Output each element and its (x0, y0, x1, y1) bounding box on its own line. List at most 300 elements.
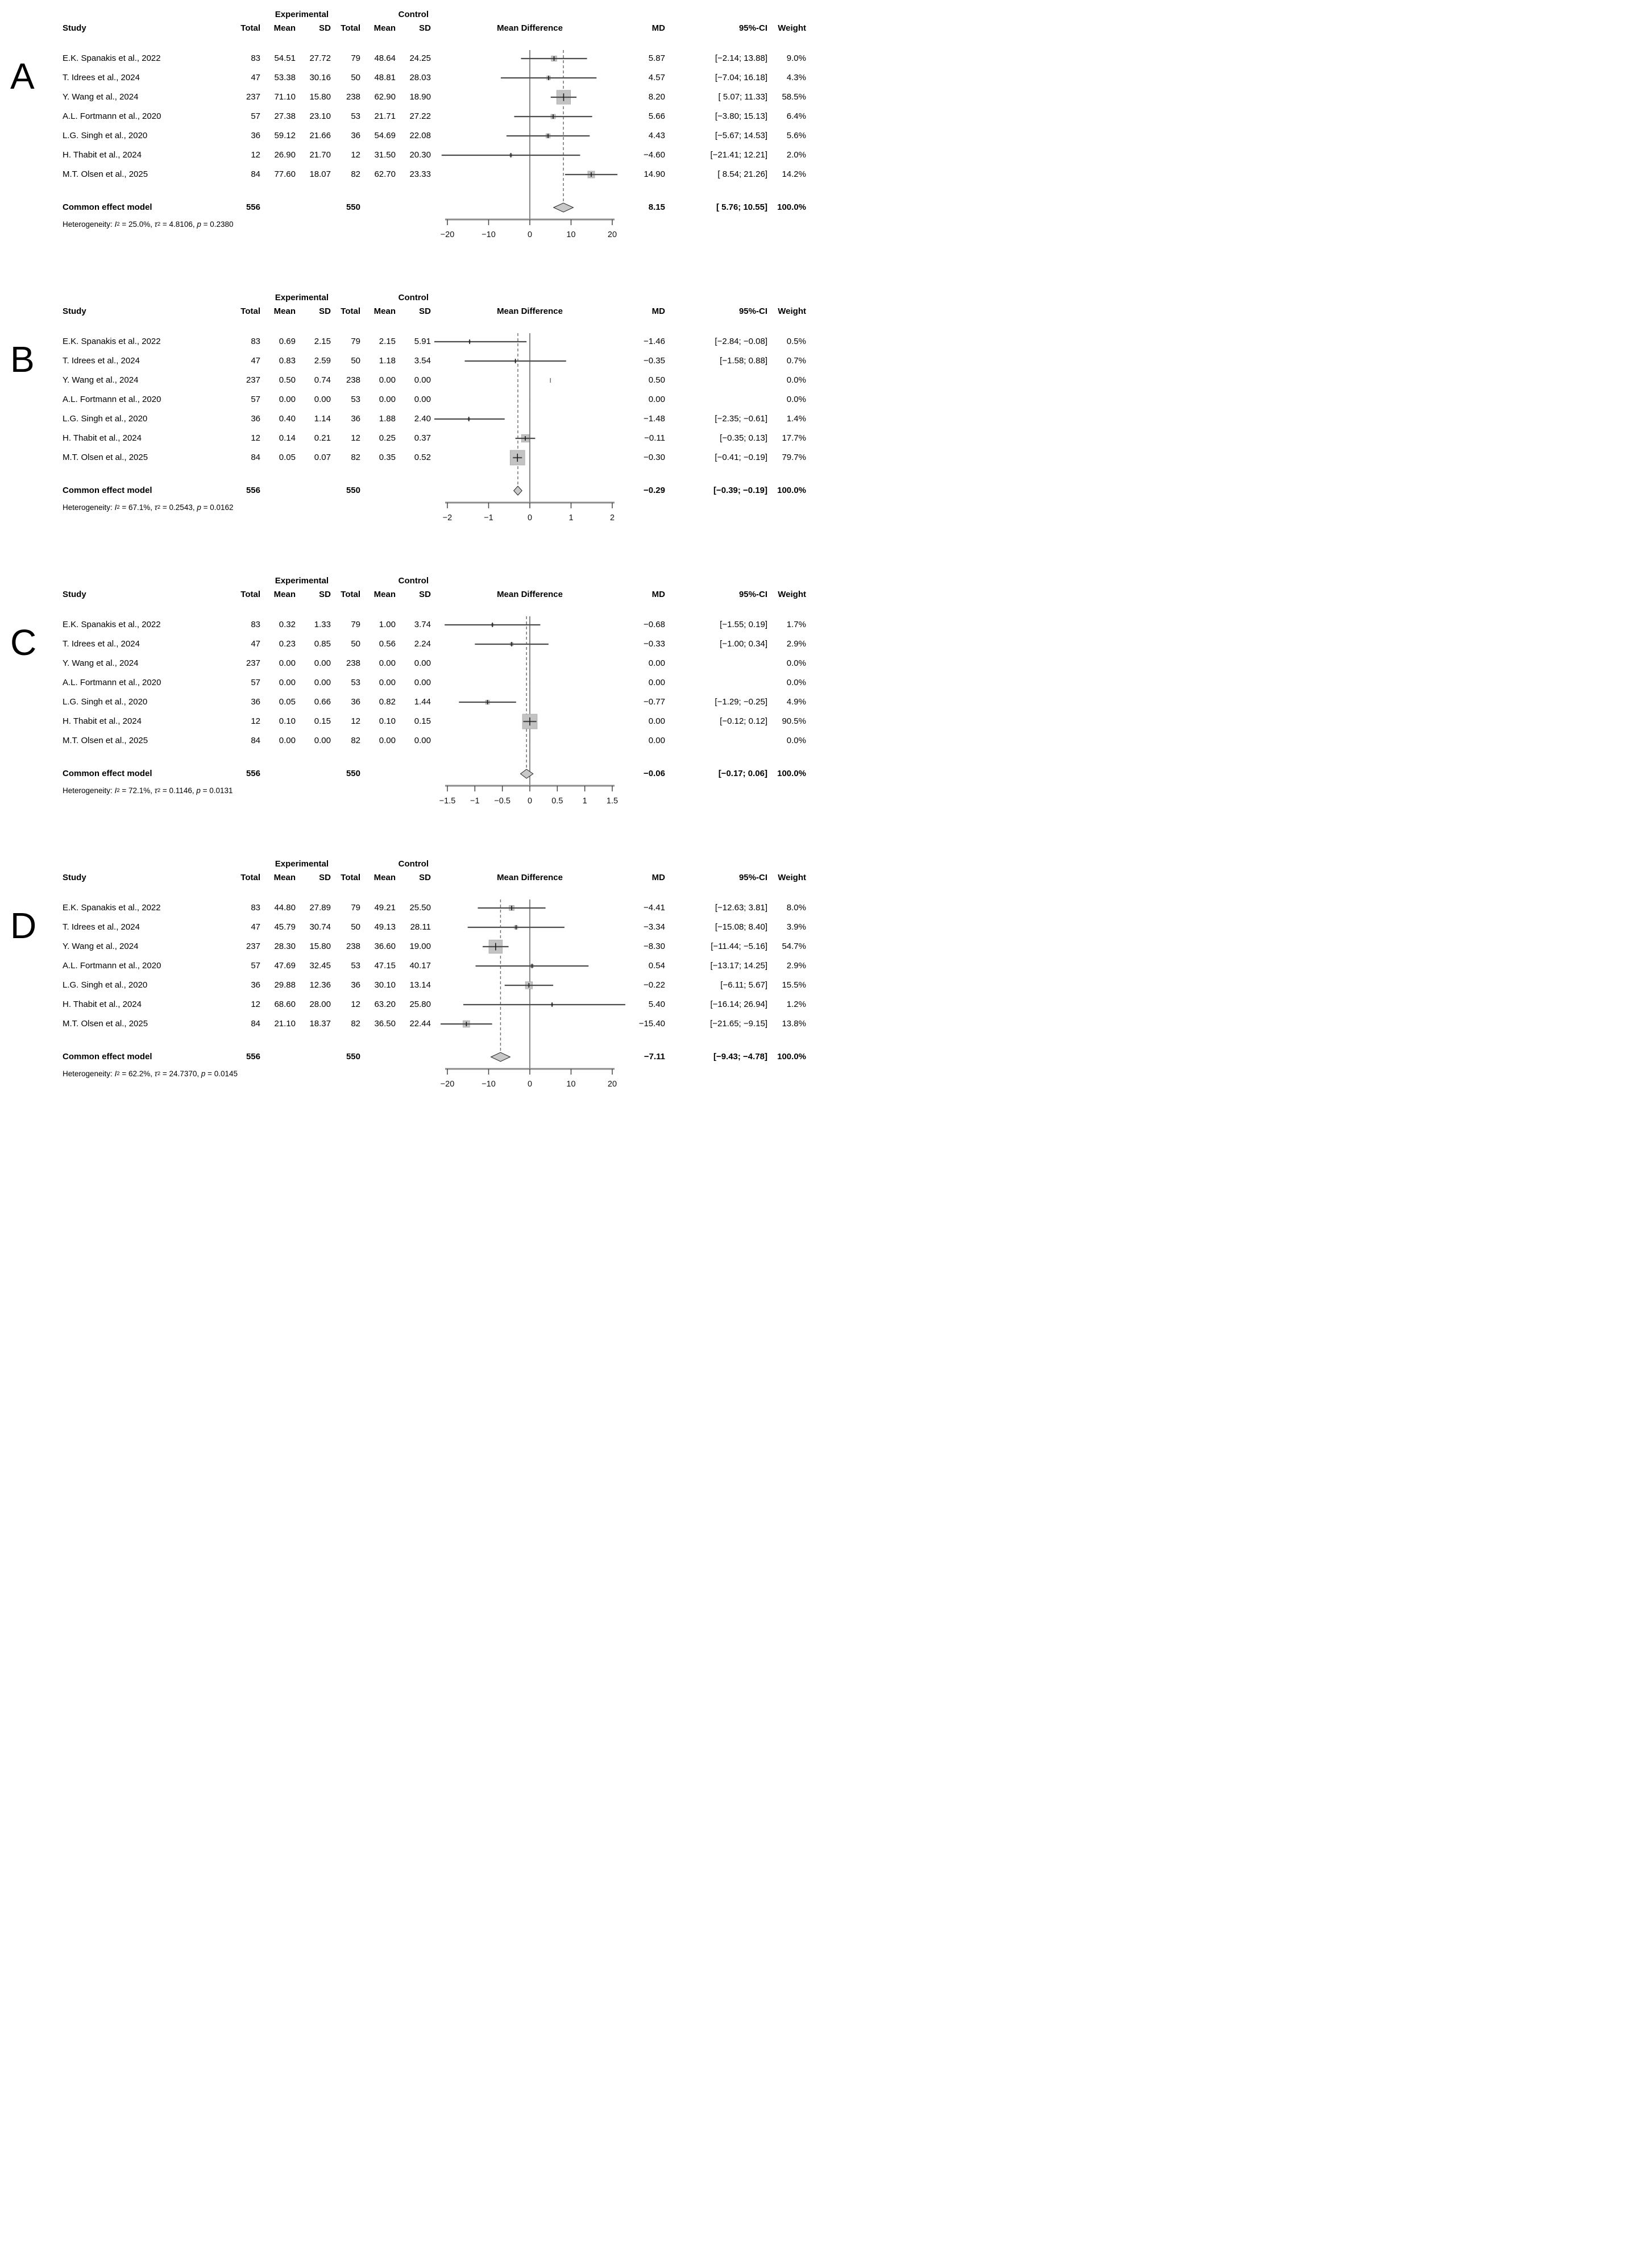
ci-value: [−16.14; 26.94] (710, 999, 767, 1009)
exp-sd: 15.80 (309, 941, 331, 951)
exp-mean: 0.69 (279, 336, 296, 346)
weight-value: 0.0% (786, 677, 806, 687)
ctrl-total: 79 (351, 619, 360, 629)
exp-total: 47 (251, 922, 260, 932)
exp-mean: 47.69 (274, 960, 296, 971)
exp-mean: 28.30 (274, 941, 296, 951)
exp-total: 83 (251, 336, 260, 346)
axis-tick-label: 2 (609, 513, 615, 523)
ctrl-total: 50 (351, 355, 360, 366)
ci-value: [ 5.07; 11.33] (718, 92, 767, 102)
mean-difference-header: Mean Difference (497, 306, 563, 316)
control-group-header: Control (398, 575, 429, 586)
panel-body-A (63, 8, 808, 265)
study-header: Study (63, 589, 86, 599)
exp-sd: 28.00 (309, 999, 331, 1009)
ctrl-total: 82 (351, 735, 360, 745)
weight-value: 0.0% (786, 375, 806, 385)
ctrl-sd: 0.00 (414, 375, 431, 385)
exp-sd-header: SD (319, 872, 331, 882)
exp-total: 84 (251, 452, 260, 462)
group-header-row (63, 8, 808, 22)
ci-value: [−1.29; −0.25] (715, 696, 767, 707)
exp-total: 57 (251, 394, 260, 404)
md-value: 14.90 (644, 169, 665, 179)
study-name: L.G. Singh et al., 2020 (63, 413, 148, 424)
summary-weight: 100.0% (777, 1051, 806, 1061)
weight-value: 5.6% (786, 130, 806, 140)
experimental-group-header: Experimental (275, 9, 329, 19)
md-value: 0.00 (648, 394, 665, 404)
weight-value: 1.2% (786, 999, 806, 1009)
md-value: 0.00 (648, 658, 665, 668)
forest-plot-figure (0, 0, 826, 1114)
panel-C (0, 574, 826, 831)
exp-total: 12 (251, 716, 260, 726)
study-name: E.K. Spanakis et al., 2022 (63, 336, 161, 346)
exp-sd: 0.85 (314, 638, 331, 649)
ctrl-sd: 0.00 (414, 677, 431, 687)
ctrl-sd: 40.17 (409, 960, 431, 971)
summary-ctrl-total: 550 (346, 1051, 360, 1061)
ctrl-mean: 0.25 (379, 433, 396, 443)
md-value: 5.66 (648, 111, 665, 121)
weight-value: 17.7% (782, 433, 806, 443)
axis-tick-label: −0.5 (494, 797, 510, 806)
exp-mean: 0.05 (279, 696, 296, 707)
ctrl-sd: 22.44 (409, 1018, 431, 1029)
ctrl-sd: 25.80 (409, 999, 431, 1009)
ci-value: [−3.80; 15.13] (715, 111, 767, 121)
exp-sd: 0.00 (314, 658, 331, 668)
exp-total: 237 (246, 941, 260, 951)
exp-total: 47 (251, 72, 260, 82)
exp-mean: 0.83 (279, 355, 296, 366)
ctrl-mean-header: Mean (373, 23, 396, 33)
weight-value: 54.7% (782, 941, 806, 951)
weight-value: 9.0% (786, 53, 806, 63)
md-value: −0.77 (644, 696, 665, 707)
panel-label-B: B (10, 339, 35, 380)
exp-sd: 27.72 (309, 53, 331, 63)
ctrl-total: 12 (351, 433, 360, 443)
weight-value: 0.0% (786, 394, 806, 404)
ctrl-total: 50 (351, 638, 360, 649)
exp-sd: 30.16 (309, 72, 331, 82)
exp-mean: 0.00 (279, 677, 296, 687)
axis-tick-label: 1.5 (606, 797, 619, 806)
study-name: T. Idrees et al., 2024 (63, 72, 140, 82)
exp-mean: 26.90 (274, 150, 296, 160)
study-header: Study (63, 872, 86, 882)
panel-D (0, 857, 826, 1114)
exp-mean: 71.10 (274, 92, 296, 102)
md-value: −0.35 (644, 355, 665, 366)
weight-value: 0.5% (786, 336, 806, 346)
axis-tick-label: 20 (607, 1080, 617, 1089)
exp-total: 84 (251, 735, 260, 745)
ctrl-sd: 0.37 (414, 433, 431, 443)
ctrl-total: 53 (351, 111, 360, 121)
md-value: −4.41 (644, 902, 665, 913)
ctrl-total: 36 (351, 980, 360, 990)
exp-mean: 0.23 (279, 638, 296, 649)
ctrl-total-header: Total (341, 306, 360, 316)
exp-total: 36 (251, 413, 260, 424)
exp-sd: 12.36 (309, 980, 331, 990)
summary-weight: 100.0% (777, 202, 806, 212)
study-name: M.T. Olsen et al., 2025 (63, 169, 148, 179)
weight-value: 58.5% (782, 92, 806, 102)
ctrl-total: 238 (346, 92, 360, 102)
panel-body-D (63, 857, 808, 1114)
exp-total: 57 (251, 111, 260, 121)
ctrl-total: 36 (351, 130, 360, 140)
heterogeneity-note: Heterogeneity: I 2 = 62.2%, τ 2 = 24.7370, p = 0.0145 (63, 1069, 238, 1078)
exp-total-header: Total (240, 23, 260, 33)
md-header: MD (651, 23, 665, 33)
study-name: M.T. Olsen et al., 2025 (63, 452, 148, 462)
weight-value: 4.3% (786, 72, 806, 82)
ctrl-mean: 62.70 (374, 169, 396, 179)
study-name: M.T. Olsen et al., 2025 (63, 1018, 148, 1029)
exp-mean: 0.10 (279, 716, 296, 726)
ci-value: [−2.84; −0.08] (715, 336, 767, 346)
panel-A (0, 8, 826, 265)
weight-header: Weight (778, 589, 806, 599)
weight-value: 2.0% (786, 150, 806, 160)
exp-mean: 21.10 (274, 1018, 296, 1029)
ctrl-mean: 2.15 (379, 336, 396, 346)
column-header-row (63, 22, 808, 35)
column-header-row (63, 871, 808, 885)
axis-tick-label: 0.5 (551, 797, 563, 806)
ctrl-sd: 13.14 (409, 980, 431, 990)
ctrl-mean: 48.64 (374, 53, 396, 63)
weight-value: 0.7% (786, 355, 806, 366)
ctrl-mean: 0.35 (379, 452, 396, 462)
summary-ci: [−9.43; −4.78] (713, 1051, 767, 1061)
weight-value: 4.9% (786, 696, 806, 707)
ctrl-mean: 0.00 (379, 658, 396, 668)
exp-mean: 0.40 (279, 413, 296, 424)
ci-value: [−7.04; 16.18] (715, 72, 767, 82)
ci-value: [−1.00; 0.34] (720, 638, 767, 649)
ctrl-sd-header: SD (419, 872, 431, 882)
md-value: 4.57 (648, 72, 665, 82)
summary-ci: [ 5.76; 10.55] (716, 202, 767, 212)
ci-value: [−13.17; 14.25] (710, 960, 767, 971)
md-value: −3.34 (644, 922, 665, 932)
exp-total: 83 (251, 619, 260, 629)
axis-tick-label: −2 (442, 513, 453, 523)
ctrl-total: 53 (351, 960, 360, 971)
panel-body-C (63, 574, 808, 831)
forest-plot-B (433, 332, 626, 525)
summary-label: Common effect model (63, 768, 152, 778)
ci-header: 95%-CI (738, 23, 767, 33)
forest-plot-D (433, 898, 626, 1092)
study-name: E.K. Spanakis et al., 2022 (63, 53, 161, 63)
ctrl-mean: 49.13 (374, 922, 396, 932)
study-name: T. Idrees et al., 2024 (63, 355, 140, 366)
study-name: A.L. Fortmann et al., 2020 (63, 960, 161, 971)
summary-exp-total: 556 (246, 1051, 260, 1061)
summary-diamond (554, 203, 574, 212)
exp-sd: 32.45 (309, 960, 331, 971)
ctrl-total-header: Total (341, 872, 360, 882)
ctrl-sd: 0.52 (414, 452, 431, 462)
weight-header: Weight (778, 872, 806, 882)
md-value: −4.60 (644, 150, 665, 160)
ctrl-sd: 18.90 (409, 92, 431, 102)
ctrl-sd: 0.00 (414, 394, 431, 404)
study-name: Y. Wang et al., 2024 (63, 658, 139, 668)
exp-mean: 54.51 (274, 53, 296, 63)
study-name: L.G. Singh et al., 2020 (63, 980, 148, 990)
exp-mean: 77.60 (274, 169, 296, 179)
panel-B (0, 291, 826, 548)
exp-sd: 2.59 (314, 355, 331, 366)
ci-value: [ 8.54; 21.26] (717, 169, 767, 179)
ctrl-mean: 36.60 (374, 941, 396, 951)
md-value: −0.30 (644, 452, 665, 462)
summary-md: −0.29 (644, 485, 665, 495)
summary-ctrl-total: 550 (346, 202, 360, 212)
weight-value: 6.4% (786, 111, 806, 121)
md-value: 0.00 (648, 677, 665, 687)
exp-mean: 0.32 (279, 619, 296, 629)
study-name: H. Thabit et al., 2024 (63, 999, 142, 1009)
weight-value: 3.9% (786, 922, 806, 932)
axis-tick-label: −20 (440, 1080, 455, 1089)
summary-label: Common effect model (63, 485, 152, 495)
ctrl-sd: 3.74 (414, 619, 431, 629)
exp-sd: 0.15 (314, 716, 331, 726)
exp-sd: 15.80 (309, 92, 331, 102)
ctrl-sd: 28.03 (409, 72, 431, 82)
ctrl-total-header: Total (341, 23, 360, 33)
ctrl-sd: 23.33 (409, 169, 431, 179)
axis-tick-label: 0 (527, 513, 533, 523)
exp-mean-header: Mean (273, 306, 296, 316)
exp-total: 47 (251, 355, 260, 366)
group-header-row (63, 857, 808, 871)
summary-ctrl-total: 550 (346, 485, 360, 495)
exp-mean-header: Mean (273, 872, 296, 882)
heterogeneity-note: Heterogeneity: I 2 = 72.1%, τ 2 = 0.1146, p = 0.0131 (63, 786, 233, 795)
summary-md: −0.06 (644, 768, 665, 778)
ctrl-mean-header: Mean (373, 589, 396, 599)
heterogeneity-note: Heterogeneity: I 2 = 67.1%, τ 2 = 0.2543, p = 0.0162 (63, 503, 234, 512)
axis-tick-label: −10 (482, 230, 496, 239)
summary-diamond (491, 1052, 510, 1061)
md-value: 5.87 (648, 53, 665, 63)
md-value: −1.48 (644, 413, 665, 424)
ctrl-sd: 27.22 (409, 111, 431, 121)
exp-mean: 68.60 (274, 999, 296, 1009)
ci-value: [−21.65; −9.15] (710, 1018, 767, 1029)
exp-sd: 0.66 (314, 696, 331, 707)
axis-tick-label: 10 (566, 1080, 576, 1089)
ctrl-mean: 1.00 (379, 619, 396, 629)
summary-ctrl-total: 550 (346, 768, 360, 778)
panel-label-C: C (10, 622, 37, 663)
axis-tick-label: 0 (527, 797, 533, 806)
ctrl-total: 79 (351, 53, 360, 63)
ctrl-mean: 54.69 (374, 130, 396, 140)
study-name: A.L. Fortmann et al., 2020 (63, 394, 161, 404)
ci-value: [−5.67; 14.53] (715, 130, 767, 140)
exp-total: 36 (251, 130, 260, 140)
exp-total: 57 (251, 960, 260, 971)
summary-diamond (521, 769, 533, 778)
study-name: H. Thabit et al., 2024 (63, 716, 142, 726)
ctrl-total: 82 (351, 169, 360, 179)
axis-tick-label: 10 (566, 230, 576, 239)
weight-value: 1.7% (786, 619, 806, 629)
exp-mean: 0.00 (279, 735, 296, 745)
study-name: Y. Wang et al., 2024 (63, 375, 139, 385)
ctrl-total: 238 (346, 375, 360, 385)
ctrl-mean: 1.18 (379, 355, 396, 366)
axis-tick-label: −1 (470, 797, 480, 806)
exp-sd: 18.37 (309, 1018, 331, 1029)
ci-header: 95%-CI (738, 589, 767, 599)
axis-tick-label: 0 (527, 1080, 533, 1089)
md-value: 5.40 (648, 999, 665, 1009)
exp-total: 57 (251, 677, 260, 687)
ctrl-mean: 0.10 (379, 716, 396, 726)
ci-header: 95%-CI (738, 872, 767, 882)
axis-tick-label: −10 (482, 1080, 496, 1089)
weight-value: 2.9% (786, 960, 806, 971)
ctrl-total: 79 (351, 336, 360, 346)
exp-mean: 44.80 (274, 902, 296, 913)
ctrl-sd: 24.25 (409, 53, 431, 63)
exp-total: 47 (251, 638, 260, 649)
axis-tick-label: −20 (440, 230, 455, 239)
exp-sd: 1.33 (314, 619, 331, 629)
exp-total: 237 (246, 658, 260, 668)
experimental-group-header: Experimental (275, 292, 329, 302)
weight-value: 0.0% (786, 658, 806, 668)
ctrl-mean: 0.00 (379, 677, 396, 687)
ctrl-total: 12 (351, 150, 360, 160)
ctrl-mean: 0.00 (379, 735, 396, 745)
exp-total: 237 (246, 92, 260, 102)
exp-mean: 45.79 (274, 922, 296, 932)
exp-total-header: Total (240, 306, 260, 316)
axis-tick-label: −1.5 (439, 797, 456, 806)
summary-label: Common effect model (63, 1051, 152, 1061)
exp-sd-header: SD (319, 306, 331, 316)
exp-mean: 0.00 (279, 658, 296, 668)
ctrl-mean: 62.90 (374, 92, 396, 102)
ctrl-sd: 28.11 (410, 922, 431, 932)
ci-value: [−21.41; 12.21] (710, 150, 767, 160)
md-value: −1.46 (644, 336, 665, 346)
control-group-header: Control (398, 292, 429, 302)
exp-total: 84 (251, 1018, 260, 1029)
axis-tick-label: 20 (607, 230, 617, 239)
study-name: T. Idrees et al., 2024 (63, 638, 140, 649)
ctrl-total-header: Total (341, 589, 360, 599)
study-name: A.L. Fortmann et al., 2020 (63, 111, 161, 121)
study-name: A.L. Fortmann et al., 2020 (63, 677, 161, 687)
ctrl-total: 36 (351, 696, 360, 707)
exp-sd: 18.07 (309, 169, 331, 179)
group-header-row (63, 574, 808, 588)
ci-value: [−12.63; 3.81] (715, 902, 767, 913)
md-header: MD (651, 589, 665, 599)
ci-value: [−0.35; 0.13] (720, 433, 767, 443)
ctrl-mean: 36.50 (374, 1018, 396, 1029)
exp-sd: 0.00 (314, 394, 331, 404)
ctrl-total: 238 (346, 658, 360, 668)
exp-mean: 0.50 (279, 375, 296, 385)
mean-difference-header: Mean Difference (497, 23, 563, 33)
ctrl-sd: 0.15 (414, 716, 431, 726)
md-value: 0.00 (648, 735, 665, 745)
study-name: M.T. Olsen et al., 2025 (63, 735, 148, 745)
axis-tick-label: 1 (568, 513, 574, 523)
column-header-row (63, 588, 808, 602)
ctrl-sd: 0.00 (414, 658, 431, 668)
axis-tick-label: 1 (582, 797, 587, 806)
exp-mean: 29.88 (274, 980, 296, 990)
ctrl-sd: 19.00 (409, 941, 431, 951)
exp-mean: 59.12 (274, 130, 296, 140)
ctrl-total: 12 (351, 999, 360, 1009)
exp-sd: 0.07 (314, 452, 331, 462)
weight-header: Weight (778, 306, 806, 316)
md-value: 0.50 (648, 375, 665, 385)
summary-exp-total: 556 (246, 768, 260, 778)
exp-sd: 21.70 (309, 150, 331, 160)
ctrl-mean: 1.88 (379, 413, 396, 424)
md-value: −0.11 (644, 433, 665, 443)
ctrl-mean: 48.81 (374, 72, 396, 82)
exp-sd: 23.10 (309, 111, 331, 121)
exp-sd: 0.00 (314, 735, 331, 745)
study-name: Y. Wang et al., 2024 (63, 92, 139, 102)
exp-sd: 1.14 (314, 413, 331, 424)
ctrl-sd: 25.50 (409, 902, 431, 913)
study-name: H. Thabit et al., 2024 (63, 150, 142, 160)
ctrl-sd: 5.91 (414, 336, 431, 346)
summary-exp-total: 556 (246, 485, 260, 495)
ci-value: [−2.35; −0.61] (715, 413, 767, 424)
ctrl-mean-header: Mean (373, 872, 396, 882)
panel-label-D: D (10, 905, 37, 946)
ci-value: [−1.58; 0.88] (720, 355, 767, 366)
ctrl-sd: 22.08 (409, 130, 431, 140)
exp-mean: 0.05 (279, 452, 296, 462)
exp-sd: 21.66 (309, 130, 331, 140)
ctrl-total: 12 (351, 716, 360, 726)
exp-total: 12 (251, 150, 260, 160)
study-name: E.K. Spanakis et al., 2022 (63, 902, 161, 913)
exp-sd-header: SD (319, 589, 331, 599)
md-value: 0.00 (648, 716, 665, 726)
ctrl-total: 238 (346, 941, 360, 951)
ctrl-sd: 20.30 (409, 150, 431, 160)
ci-value: [−2.14; 13.88] (715, 53, 767, 63)
exp-mean: 53.38 (274, 72, 296, 82)
ctrl-mean: 47.15 (374, 960, 396, 971)
weight-value: 13.8% (782, 1018, 806, 1029)
